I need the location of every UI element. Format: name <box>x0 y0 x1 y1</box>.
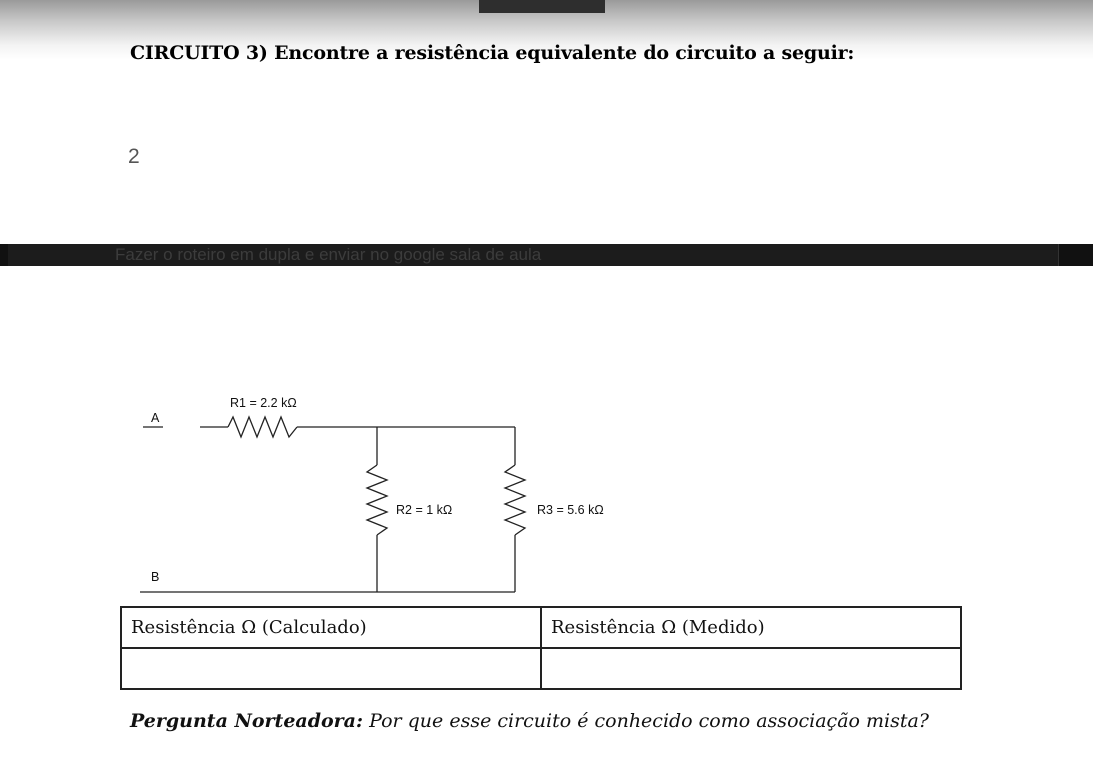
guiding-question <box>130 710 929 732</box>
exercise-heading: CIRCUITO 3) Encontre a resistência equivalente do circuito a seguir: <box>130 42 855 64</box>
footer-right-edge <box>1058 244 1093 266</box>
r3-label: R3 = 5.6 kΩ <box>537 503 604 517</box>
node-a-label: A <box>151 411 160 425</box>
page-number: 2 <box>128 145 140 168</box>
footer-note: Fazer o roteiro em dupla e enviar no google sala de aula <box>115 245 542 264</box>
results-table <box>120 606 962 690</box>
question-text: Por que esse circuito é conhecido como associação mista? <box>369 710 929 732</box>
r2-label: R2 = 1 kΩ <box>396 503 453 517</box>
header-calculated: Resistência Ω (Calculado) <box>121 607 541 648</box>
circuit-diagram <box>0 380 700 605</box>
question-label: Pergunta Norteadora: <box>130 710 364 732</box>
resistor-r3 <box>505 465 525 535</box>
footer-left-edge <box>0 244 8 266</box>
resistor-r2 <box>367 465 387 535</box>
top-dark-tab <box>479 0 605 13</box>
table-header-row <box>121 607 961 648</box>
node-b-label: B <box>151 570 160 584</box>
table-row <box>121 648 961 689</box>
cell-measured <box>541 648 961 689</box>
page-footer-band <box>0 244 1093 266</box>
resistor-r1 <box>228 417 297 437</box>
cell-calculated <box>121 648 541 689</box>
r1-label: R1 = 2.2 kΩ <box>230 396 297 410</box>
header-measured: Resistência Ω (Medido) <box>541 607 961 648</box>
